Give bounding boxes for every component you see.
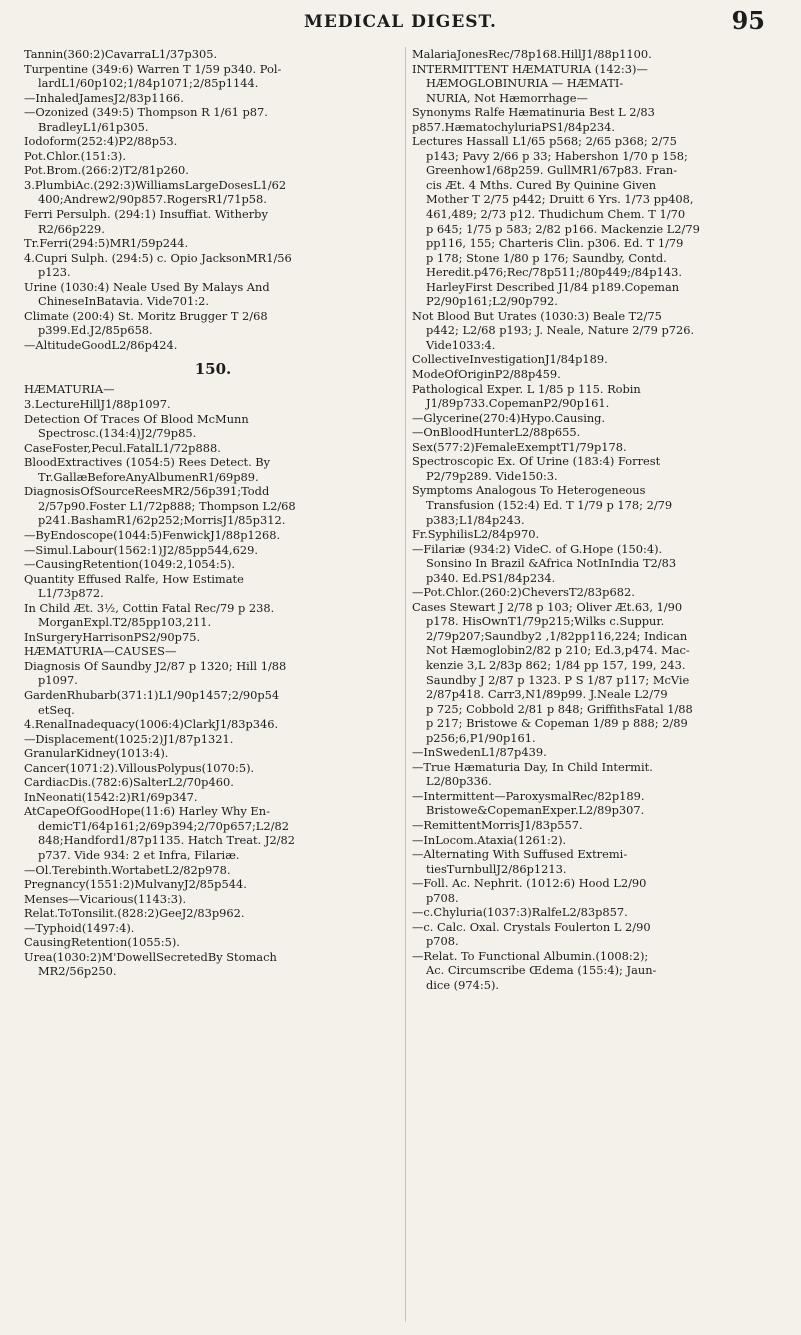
index-entry: Sex(577:2)FemaleExemptT1/79p178. bbox=[412, 439, 627, 454]
index-entry: Not Blood But Urates (1030:3) Beale T2/75 bbox=[412, 308, 662, 323]
index-entry: BloodExtractives (1054:5) Rees Detect. By bbox=[24, 455, 271, 470]
entry-continuation: HarleyFirst Described J1/84 p189.Copeman bbox=[426, 279, 680, 294]
page-header bbox=[0, 6, 801, 40]
entry-continuation: 2/87p418. Carr3,N1/89p99. J.Neale L2/79 bbox=[426, 687, 668, 702]
entry-continuation: p 178; Stone 1/80 p 176; Saundby, Contd. bbox=[426, 250, 667, 265]
entry-continuation: dice (974:5). bbox=[426, 978, 500, 992]
index-entry: —Ozonized (349:5) Thompson R 1/61 p87. bbox=[24, 105, 268, 120]
index-entry: GardenRhubarb(371:1)L1/90p1457;2/90p54 bbox=[24, 687, 280, 702]
entry-continuation: R2/66p229. bbox=[38, 221, 105, 236]
entry-continuation: L1/73p872. bbox=[38, 586, 104, 601]
index-entry: Cases Stewart J 2/78 p 103; Oliver Æt.63, 1/90 bbox=[412, 599, 683, 614]
right-column bbox=[412, 47, 784, 1327]
entry-continuation: lardL1/60p102;1/84p1071;2/85p1144. bbox=[38, 76, 259, 91]
index-entry: Urine (1030:4) Neale Used By Malays And bbox=[24, 279, 270, 294]
entry-continuation: kenzie 3,L 2/83p 862; 1/84 pp 157, 199, 243. bbox=[426, 657, 686, 672]
entry-continuation: MR2/56p250. bbox=[38, 964, 117, 979]
entry-continuation: p708. bbox=[426, 890, 459, 905]
entry-continuation: p 725; Cobbold 2/81 p 848; GriffithsFatal 1/88 bbox=[426, 701, 693, 716]
index-entry: Menses—Vicarious(1143:3). bbox=[24, 891, 187, 906]
index-entry: Pregnancy(1551:2)MulvanyJ2/85p544. bbox=[24, 877, 247, 892]
index-entry: 3.PlumbiAc.(292:3)WilliamsLargeDosesL1/62 bbox=[24, 177, 287, 192]
entry-continuation: p383;L1/84p243. bbox=[426, 512, 525, 527]
index-entry: Detection Of Traces Of Blood McMunn bbox=[24, 411, 249, 426]
index-entry: CausingRetention(1055:5). bbox=[24, 935, 180, 950]
index-entry: —InLocom.Ataxia(1261:2). bbox=[412, 832, 567, 847]
index-entry: Tr.Ferri(294:5)MR1/59p244. bbox=[24, 236, 189, 251]
index-entry: ModeOfOriginP2/88p459. bbox=[412, 367, 561, 382]
index-entry: —CausingRetention(1049:2,1054:5). bbox=[24, 557, 236, 572]
entry-continuation: Transfusion (152:4) Ed. T 1/79 p 178; 2/79 bbox=[426, 497, 673, 512]
entry-continuation: pp116, 155; Charteris Clin. p306. Ed. T 1/79 bbox=[426, 236, 684, 251]
entry-continuation: P2/79p289. Vide150:3. bbox=[426, 468, 558, 483]
entry-continuation: p123. bbox=[38, 265, 71, 280]
index-entry: —ByEndoscope(1044:5)FenwickJ1/88p1268. bbox=[24, 527, 281, 542]
entry-continuation: p442; L2/68 p193; J. Neale, Nature 2/79 p726. bbox=[426, 323, 695, 338]
index-entry: —Filariæ (934:2) VideC. of G.Hope (150:4). bbox=[412, 541, 663, 556]
index-entry: —Ol.Terebinth.WortabetL2/82p978. bbox=[24, 862, 231, 877]
index-entry: —Intermittent—ParoxysmalRec/82p189. bbox=[412, 788, 645, 803]
entry-continuation: Spectrosc.(134:4)J2/79p85. bbox=[38, 426, 197, 441]
index-entry: —c. Calc. Oxal. Crystals Foulerton L 2/90 bbox=[412, 919, 651, 934]
index-entry: GranularKidney(1013:4). bbox=[24, 746, 169, 761]
entry-continuation: p178. HisOwnT1/79p215;Wilks c.Suppur. bbox=[426, 614, 665, 629]
index-entry: p857.HæmatochyluriaPS1/84p234. bbox=[412, 119, 616, 134]
entry-continuation: p 217; Bristowe & Copeman 1/89 p 888; 2/89 bbox=[426, 716, 688, 731]
entry-continuation: Ac. Circumscribe Œdema (155:4); Jaun- bbox=[426, 963, 657, 978]
index-entry: Ferri Persulph. (294:1) Insuffiat. Witherby bbox=[24, 207, 268, 222]
entry-continuation: BradleyL1/61p305. bbox=[38, 119, 149, 134]
entry-continuation: Bristowe&CopemanExper.L2/89p307. bbox=[426, 803, 645, 818]
entry-continuation: ChineseInBatavia. Vide701:2. bbox=[38, 294, 209, 309]
index-entry: 3.LectureHillJ1/88p1097. bbox=[24, 397, 171, 412]
entry-continuation: p399.Ed.J2/85p658. bbox=[38, 323, 153, 338]
entry-continuation: p241.BashamR1/62p252;MorrisJ1/85p312. bbox=[38, 513, 286, 528]
entry-continuation: 848;Handford1/87p1135. Hatch Treat. J2/82 bbox=[38, 833, 296, 848]
entry-continuation: Saundby J 2/87 p 1323. P S 1/87 p117; McVie bbox=[426, 672, 690, 687]
left-column bbox=[24, 47, 402, 1327]
index-entry: Lectures Hassall L1/65 p568; 2/65 p368; 2/75 bbox=[412, 134, 677, 149]
entry-continuation: p340. Ed.PS1/84p234. bbox=[426, 570, 556, 585]
running-head: MEDICAL DIGEST. bbox=[304, 12, 497, 32]
index-entry: CardiacDis.(782:6)SalterL2/70p460. bbox=[24, 775, 234, 790]
index-entry: —Glycerine(270:4)Hypo.Causing. bbox=[412, 410, 606, 425]
index-entry: Symptoms Analogous To Heterogeneous bbox=[412, 483, 646, 498]
entry-continuation: Vide1033:4. bbox=[426, 337, 496, 352]
index-entry: —RemittentMorrisJ1/83p557. bbox=[412, 817, 583, 832]
entry-continuation: Greenhow1/68p259. GullMR1/67p83. Fran- bbox=[426, 163, 678, 178]
index-entry: InSurgeryHarrisonPS2/90p75. bbox=[24, 629, 201, 644]
index-entry: Pot.Brom.(266:2)T2/81p260. bbox=[24, 163, 189, 178]
entry-continuation: p 645; 1/75 p 583; 2/82 p166. Mackenzie L2/79 bbox=[426, 221, 700, 236]
index-entry: Spectroscopic Ex. Of Urine (183:4) Forrest bbox=[412, 454, 661, 469]
index-entry: HÆMATURIA— bbox=[24, 382, 115, 397]
index-entry: INTERMITTENT HÆMATURIA (142:3)— bbox=[412, 61, 648, 76]
index-entry: —Simul.Labour(1562:1)J2/85pp544,629. bbox=[24, 542, 258, 557]
index-entry: Cancer(1071:2).VillousPolypus(1070:5). bbox=[24, 760, 255, 775]
entry-continuation: 2/57p90.Foster L1/72p888; Thompson L2/68 bbox=[38, 498, 296, 513]
entry-continuation: demicT1/64p161;2/69p394;2/70p657;L2/82 bbox=[38, 818, 289, 833]
index-entry: Relat.ToTonsilit.(828:2)GeeJ2/83p962. bbox=[24, 906, 245, 921]
entry-continuation: L2/80p336. bbox=[426, 774, 492, 789]
index-entry: 4.RenalInadequacy(1006:4)ClarkJ1/83p346. bbox=[24, 717, 279, 732]
index-entry: DiagnosisOfSourceReesMR2/56p391;Todd bbox=[24, 484, 270, 499]
entry-continuation: p256;6,P1/90p161. bbox=[426, 730, 536, 745]
index-entry: Fr.SyphilisL2/84p970. bbox=[412, 527, 540, 542]
entry-continuation: p1097. bbox=[38, 673, 78, 688]
entry-continuation: p143; Pavy 2/66 p 33; Habershon 1/70 p 158; bbox=[426, 148, 688, 163]
entry-continuation: Not Hæmoglobin2/82 p 210; Ed.3,p474. Mac- bbox=[426, 643, 690, 658]
entry-continuation: Mother T 2/75 p442; Druitt 6 Yrs. 1/73 pp408, bbox=[426, 192, 694, 207]
entry-continuation: 461,489; 2/73 p12. Thudichum Chem. T 1/70 bbox=[426, 207, 686, 222]
index-entry: —c.Chyluria(1037:3)RalfeL2/83p857. bbox=[412, 905, 628, 920]
index-entry: Iodoform(252:4)P2/88p53. bbox=[24, 134, 178, 149]
index-entry: AtCapeOfGoodHope(11:6) Harley Why En- bbox=[24, 804, 270, 819]
entry-continuation: NURIA, Not Hæmorrhage— bbox=[426, 90, 588, 105]
index-entry: —InSwedenL1/87p439. bbox=[412, 745, 547, 760]
entry-continuation: HÆMOGLOBINURIA — HÆMATI- bbox=[426, 76, 624, 91]
index-entry: —Pot.Chlor.(260:2)CheversT2/83p682. bbox=[412, 585, 635, 600]
entry-continuation: tiesTurnbullJ2/86p1213. bbox=[426, 861, 567, 876]
index-entry: —True Hæmaturia Day, In Child Intermit. bbox=[412, 759, 653, 774]
entry-continuation: 2/79p207;Saundby2 ,1/82pp116,224; Indican bbox=[426, 628, 688, 643]
index-entry: —InhaledJamesJ2/83p1166. bbox=[24, 90, 184, 105]
index-entry: CaseFoster,Pecul.FatalL1/72p888. bbox=[24, 440, 221, 455]
index-entry: —Displacement(1025:2)J1/87p1321. bbox=[24, 731, 234, 746]
entry-continuation: Sonsino In Brazil &Africa NotInIndia T2/83 bbox=[426, 556, 677, 571]
index-entry: Quantity Effused Ralfe, How Estimate bbox=[24, 571, 244, 586]
index-entry: Pot.Chlor.(151:3). bbox=[24, 148, 126, 163]
index-entry: InNeonati(1542:2)R1/69p347. bbox=[24, 789, 198, 804]
page-number: 95 bbox=[731, 6, 765, 35]
entry-continuation: Heredit.p476;Rec/78p511;/80p449;/84p143. bbox=[426, 265, 682, 280]
index-entry: Diagnosis Of Saundby J2/87 p 1320; Hill 1/88 bbox=[24, 658, 287, 673]
index-entry: —OnBloodHunterL2/88p655. bbox=[412, 425, 581, 440]
index-entry: MalariaJonesRec/78p168.HillJ1/88p1100. bbox=[412, 47, 652, 61]
index-entry: —Relat. To Functional Albumin.(1008:2); bbox=[412, 948, 649, 963]
column-divider bbox=[405, 47, 406, 1322]
entry-continuation: MorganExpl.T2/85pp103,211. bbox=[38, 615, 212, 630]
index-entry: Turpentine (349:6) Warren T 1/59 p340. Pol- bbox=[24, 61, 282, 76]
index-entry: Climate (200:4) St. Moritz Brugger T 2/68 bbox=[24, 308, 268, 323]
entry-continuation: cis Æt. 4 Mths. Cured By Quinine Given bbox=[426, 177, 657, 192]
index-entry: CollectiveInvestigationJ1/84p189. bbox=[412, 352, 608, 367]
index-entry: —Typhoid(1497:4). bbox=[24, 920, 135, 935]
index-entry: —Alternating With Suffused Extremi- bbox=[412, 847, 628, 862]
index-entry: HÆMATURIA—CAUSES— bbox=[24, 644, 177, 659]
section-number: 150. bbox=[194, 360, 232, 379]
index-entry: 4.Cupri Sulph. (294:5) c. Opio JacksonMR1/56 bbox=[24, 250, 292, 265]
entry-continuation: p737. Vide 934: 2 et Infra, Filariæ. bbox=[38, 847, 240, 862]
entry-continuation: Tr.GallæBeforeAnyAlbumenR1/69p89. bbox=[38, 469, 259, 484]
entry-continuation: etSeq. bbox=[38, 702, 75, 717]
entry-continuation: p708. bbox=[426, 934, 459, 949]
index-entry: Urea(1030:2)M'DowellSecretedBy Stomach bbox=[24, 949, 277, 964]
index-entry: Synonyms Ralfe Hæmatinuria Best L 2/83 bbox=[412, 105, 655, 120]
index-entry: Pathological Exper. L 1/85 p 115. Robin bbox=[412, 381, 641, 396]
index-entry: —AltitudeGoodL2/86p424. bbox=[24, 337, 178, 352]
index-entry: —Foll. Ac. Nephrit. (1012:6) Hood L2/90 bbox=[412, 876, 647, 891]
entry-continuation: 400;Andrew2/90p857.RogersR1/71p58. bbox=[38, 192, 267, 207]
index-entry: In Child Æt. 3½, Cottin Fatal Rec/79 p 238. bbox=[24, 600, 275, 615]
entry-continuation: P2/90p161;L2/90p792. bbox=[426, 294, 558, 309]
entry-continuation: J1/89p733.CopemanP2/90p161. bbox=[426, 396, 610, 411]
index-entry: Tannin(360:2)CavarraL1/37p305. bbox=[24, 47, 218, 61]
